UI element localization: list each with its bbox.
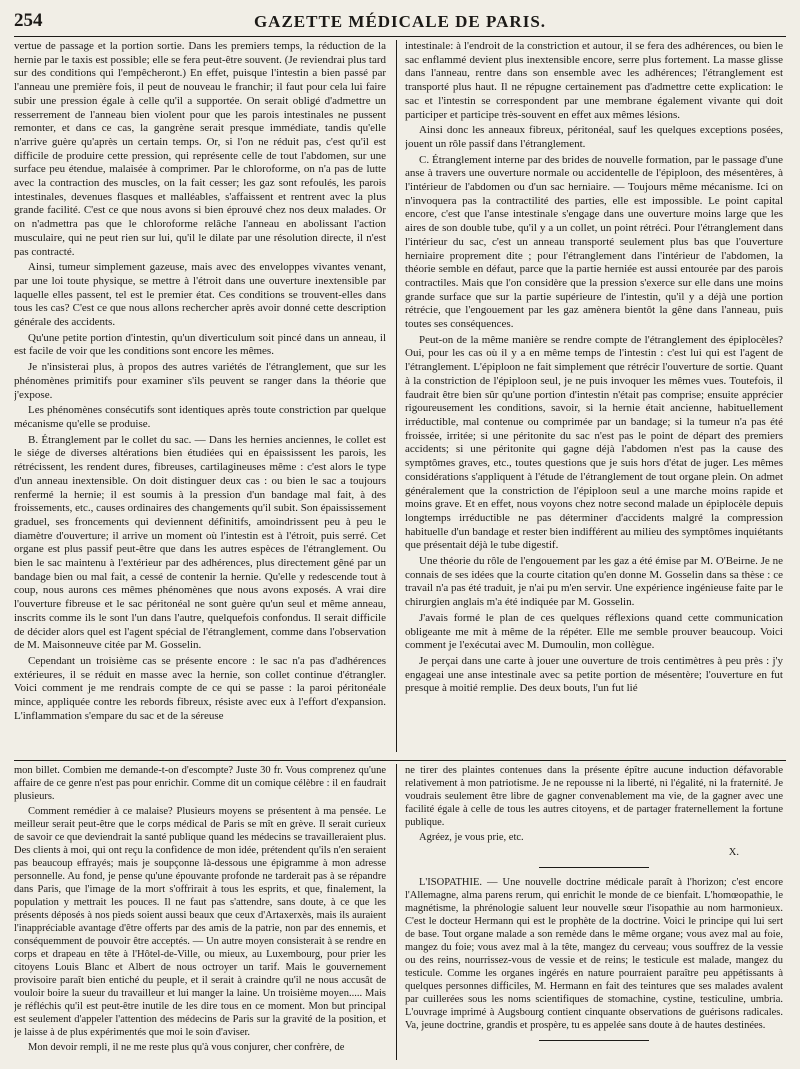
paragraph: intestinale: à l'endroit de la constriction et autour, il se fera des adhérences, ou bien le sac enflammé devient plus inextensible encore, serre plus fortement. La masse glisse dans l'anneau, rentre dans son ensemble avec les adhérences; l'étranglement est transporté plus haut. Il ne répugne certainement pas d'admettre cette explication: le sac et l'intestin se correspondent par une membrane également vivante qui doit participer et participe très-souvent en effet aux mêmes lésions. xyxy=(405,40,783,121)
paragraph: mon billet. Combien me demande-t-on d'escompte? Juste 30 fr. Vous comprenez qu'une affaire de ce genre n'est pas pour enrichir. Comme dit un comique célèbre : il en faudrait plusieurs. xyxy=(14,765,386,802)
paragraph: Je n'insisterai plus, à propos des autres variétés de l'étranglement, que sur les phénomènes primitifs pour examiner s'ils peuvent se ranger dans la théorie que j'expose. xyxy=(14,361,386,401)
upper-left-column xyxy=(14,40,386,754)
paragraph: Cependant un troisième cas se présente encore : le sac n'a pas d'adhérences extérieures, il se réduit en masse avec la hernie, son collet continue d'étrangler. Voici comment je me rendrais compte de ce qui se passe : la paroi péritonéale mince, appliquée contre les rebords fibreux, résiste avec eux à l'effort d'expansion. L'inflammation s'empare du sac et de la séreuse xyxy=(14,654,386,722)
lower-right-column xyxy=(405,764,783,1062)
upper-right-column xyxy=(405,40,783,754)
header-rule xyxy=(14,36,786,37)
closing-line: Agréez, je vous prie, etc. xyxy=(419,832,524,843)
paragraph: C. Étranglement interne par des brides de nouvelle formation, par le passage d'une anse à travers une ouverture normale ou accidentelle de l'épiploon, des mésentères, à l'intérieur de l'abdomen ou d'un sac herniaire. — Toujours même mécanisme. Ici on n'invoquera pas la contractilité des parties, elle est impossible. Le point capital encore, c'est que l'anse intestinale s'engage dans une ouverture moins large que les aires de son double tube, qu'il y a un collet, un point rétréci. Pour l'étranglement dans l'intérieur du sac, c'est un anneau transporté seulement plus bas que l'ouverture herniaire proprement dite ; pour l'étranglement dans l'intérieur de l'abdomen, la théorie semble en défaut, parce que la partie herniée est aussi entourée par des parois contractiles. Mais que l'on considère que la pression s'exerce sur elle dans une moins grande surface que sur la partie supérieure de l'intestin, qu'il y a déjà une portion rétrécie, que l'engouement par les gaz amènera bientôt la gêne dans l'anneau, puis toutes ses conséquences. xyxy=(405,153,783,331)
paragraph: L'ISOPATHIE. — Une nouvelle doctrine médicale paraît à l'horizon; c'est encore l'Allemagne, alma parens rerum, qui enrichit le monde de ce bienfait. L'homœopathie, le magnétisme, la phrénologie saluent leur nouvelle sœur l'isopathie au nom harmonieux. C'est le docteur Hermann qui est le prophète de la doctrine. Voici le principe qui lui sert de base. Tout organe malade a son remède dans le même organe; vous avez mal au foie, mangez du foie; vous avez mal à la tête, mangez du cerveau; vous souffrez de la vessie ou des reins, nourrissez-vous de vessie et de reins; le testicule est malade, mangez du testicule. Comme les organes ingérés en nature pourraient paraître peu appétissants à quelques personnes difficiles, M. Hermann en fait des teintures que ses malades avalent par cuillerées sous les noms scientifiques de stomachine, cystine, testiculine, umbria. L'ouvrage imprimé à Augsbourg contient cinquante observations de guérisons radicales. Va, jeune doctrine, grandis et prospère, tu es appelée sans doute à de hautes destinées. xyxy=(405,877,783,1031)
paragraph: J'avais formé le plan de ces quelques réflexions quand cette communication obligeante me mit à même de la répéter. Elle me semble prouver beaucoup. Voici comment je l'exécutai avec M. Dumoulin, mon collègue. xyxy=(405,611,783,652)
paragraph: vertue de passage et la portion sortie. Dans les premiers temps, la réduction de la hernie par le taxis est possible; elle se fera peut-être souvent. (Je reviendrai plus tard sur des conditions qui l'empêcheront.) En effet, puisque l'intestin a bien passé par l'anneau une première fois, il peut de nouveau le franchir; il faut pour cela lui faire subir une pression égale à celle qu'il a supportée. On serait obligé d'admettre un resserrement de l'anneau bien violent pour que les parois intestinales ne pussent remonter, et dans ce cas, la gangrène serait presque immédiate, tandis qu'elle n'arrive guère qu'après un certain temps. Or, si l'on ne réduit pas, c'est qu'il est difficile de produire cette pression, qui représente celle de tout l'abdomen, sur une surface peu étendue, malaisée à comprimer. Par le chloroforme, on n'a pas de lutte avec la contraction des muscles, on la fait cesser; les gaz sont refoulés, les parois intestinales, devenues flasques et malléables, s'affaissent et rentrent avec la plus grande facilité. C'est ce que nous avons si bien éprouvé chez nos deux malades. Or on n'admettra pas que le chloroforme relâche l'anneau en abolissant l'action musculaire, qui ne peut rien sur lui, qu'il le dilate par une résolution directe, il n'est pas contracté. xyxy=(14,40,386,258)
signature: X. xyxy=(728,847,739,858)
lower-left-column xyxy=(14,764,386,1062)
paragraph: Comment remédier à ce malaise? Plusieurs moyens se présentent à ma pensée. Le meilleur serait peut-être que le corps médical de Paris se mît en grève. Il serait curieux de savoir ce que deviendrait la santé publique quand les médecins se travailleraient plus. Des clients à moi, qui ont reçu la confidence de mon idée, prétendent qu'ils n'en seraient pas beaucoup effrayés; mais je soupçonne là-dessous une épigramme à mon adresse personnelle. Au fond, je pense qu'une épouvante profonde ne tarderait pas à se répandre dans Paris, que l'image de la mort s'offrirait à tous les esprits, et que, finalement, la population y mettrait les pouces. Il ne faut pas s'attendre, sans doute, à ce que les présents déposés à nos pieds soient aussi beaux que ceux d'Artaxerxès, mais ils auraient l'inappréciable avantage d'être offerts par des amis de la patrie, non par des ennemis, et conséquemment de pouvoir être acceptés. — Un autre moyen consisterait à se rendre en corps et drapeau en tête à l'Hôtel-de-Ville, ou mieux, au Luxembourg, pour prier les citoyens Louis Blanc et Albert de nous octroyer un tarif. Mais le gouvernement provisoire paraît bien entiché du peuple, et il serait à craindre qu'il ne nous accusât de vouloir boire la sueur du travailleur et lui manger la laine. Un troisième moyen..... Mais je réfléchis qu'il est peut-être inutile de les dire tous en ce moment. Mon but principal est seulement d'appeler l'attention des médecins de Paris sur la gravité de la position, et je laisse à de plus expérimentés que moi le soin d'aviser. xyxy=(14,806,386,1038)
paragraph: Une théorie du rôle de l'engouement par les gaz a été émise par M. O'Beirne. Je ne connais de ses idées que la courte citation qu'en donne M. Gosselin dans sa thèse : ce travail n'a pas été traduit, je n'ai pu m'en servir. Une expérience ingénieuse faite par le chirurgien anglais m'a été indiquée par M. Gosselin. xyxy=(405,555,783,609)
paragraph: Peut-on de la même manière se rendre compte de l'étranglement des épiplocèles? Oui, pour les cas où il y a en même temps de l'intestin : c'est lui qui est l'agent de l'étranglement. L'épiploon ne fait simplement que rétrécir l'ouverture de sortie. Quant à la constriction de l'épiploon seul, je ne puis invoquer les mêmes vues. Toutefois, il faudrait être bien sûr qu'une portion d'intestin n'était pas comprise; ensuite apprécier rigoureusement les conditions, savoir, si la hernie était ancienne, habituellement irréductible, mal contenue ou comprimée par un bandage; si la tumeur n'a pas été froissée, irritée; si une péritonite du sac n'est pas le point de départ des premiers accidents; si une péritonite qui gagne déjà l'abdomen n'est pas la cause des symptômes graves, etc., toutes questions que je suis hors d'état de juger. Les mêmes considérations s'appliquent à l'étude de l'étranglement de tout organe plein. On admet généralement que la constriction de l'épiploon seul a une marche moins rapide et moins grave. Et en effet, nous voyons chez notre second malade un épiplocèle depuis longtemps irréductible ne pas déterminer d'accidents malgré la compression habituelle d'un bandage et rester bien indifférent au milieu des symptômes inquiétants que présentait déjà le tube digestif. xyxy=(405,333,783,552)
section-rule xyxy=(539,867,649,868)
paragraph: Qu'une petite portion d'intestin, qu'un diverticulum soit pincé dans un anneau, il est facile de voir que les conditions sont encore les mêmes. xyxy=(14,331,386,358)
paragraph: B. Étranglement par le collet du sac. — Dans les hernies anciennes, le collet est le siége de diverses altérations bien étudiées qui en épaississent les parois, les rétrécissent, les rendent dures, fibreuses, cartilagineuses même : c'est alors le type d'un anneau inextensible. On doit distinguer deux cas : ou bien le sac a toujours renfermé la hernie; il est soumis à la pression d'un bandage mal fait, à des froissements, etc., causes ordinaires des changements qu'il subit. Son épaississement graduel, ses froncements qui deviennent définitifs, amoindrissent peu à peu le diamètre d'ouverture; il arrive un moment où l'intestin est à l'étroit, puis serré. Cet organe est plus passif peut-être que dans les autres espèces de l'étranglement. Ou bien le sac maintenu à l'extérieur par des adhérences, plus directement gêné par un bandage bien ou mal fait, a cessé de contenir la hernie. Qu'elle y redescende tout à coup, nous aurons ces mêmes phénomènes que nous avons exposés. A vrai dire l'ouverture fibreuse et le sac péritonéal ne sont guère qu'un seul et même anneau, inscrits comme ils le sont l'un dans l'autre, quelquefois confondus. Il serait difficile de décider alors quel est l'agent spécial de l'étranglement, comme dans l'observation de M. Maisonneuve citée par M. Gosselin. xyxy=(14,433,386,652)
paragraph: Les phénomènes consécutifs sont identiques après toute constriction par quelque mécanisme qu'elle se produise. xyxy=(14,404,386,430)
paragraph: Je perçai dans une carte à jouer une ouverture de trois centimètres à peu près : j'y engageai une anse intestinale avec sa petite portion de mésentère; l'ouverture en fut presque à moitié remplie. Des deux bouts, l'un fut lié xyxy=(405,654,783,695)
paragraph: Ainsi, tumeur simplement gazeuse, mais avec des enveloppes vivantes venant, par une loi toute physique, se mettre à l'étroit dans une ouverture inextensible par laquelle elles passent, tel est le premier état. Ces conditions se trouvent-elles dans tous les cas? C'est ce que nous allons rechercher après avoir donné cette description générale des accidents. xyxy=(14,261,386,329)
paragraph: ne tirer des plaintes contenues dans la présente épître aucune induction défavorable relativement à mon patriotisme. Je ne repousse ni la liberté, ni l'égalité, ni la fraternité. Je voudrais seulement être libre de gagner convenablement ma vie, de la gagner avec une facilité égale à celle de tous les autres citoyens, et de partager fraternellement la fortune publique. xyxy=(405,765,783,828)
paragraph: Ainsi donc les anneaux fibreux, péritonéal, sauf les quelques exceptions posées, jouent un rôle passif dans l'étranglement. xyxy=(405,124,783,150)
column-divider xyxy=(396,764,397,1060)
paragraph: Mon devoir rempli, il ne me reste plus qu'à vous conjurer, cher confrère, de xyxy=(28,1042,345,1053)
feuilleton-rule xyxy=(14,760,786,761)
section-rule xyxy=(539,1040,649,1041)
column-divider xyxy=(396,40,397,752)
running-title: GAZETTE MÉDICALE DE PARIS. xyxy=(253,12,547,31)
page-number: 254 xyxy=(14,10,43,31)
